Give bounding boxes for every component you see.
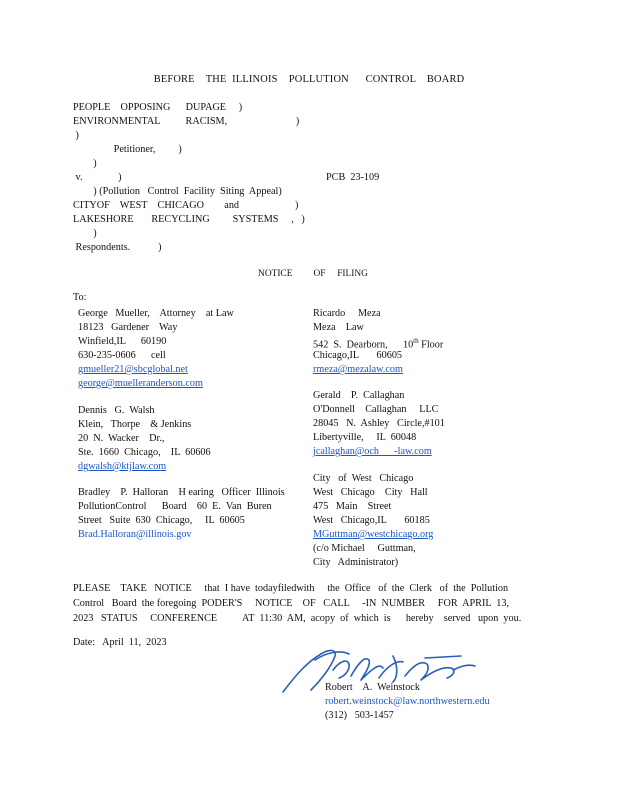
recipient-line: Libertyville, IL 60048 (313, 432, 417, 443)
recipient-line: 630-235-0606 cell (78, 350, 166, 361)
notice-body-line: 2023 STATUS CONFERENCE AT 11:30 AM, acopy of which is hereby served upon you. (73, 613, 522, 624)
document-title: BEFORE THE ILLINOIS POLLUTION CONTROL BOARD (153, 74, 465, 85)
caption-line: Respondents. ) (73, 242, 162, 253)
notice-heading: NOTICE OF FILING (258, 269, 368, 279)
email-link[interactable]: jcallaghan@och -law.com (313, 446, 432, 457)
email-link[interactable]: Brad.Halloran@illinois.gov (78, 529, 192, 540)
recipient-line: Ricardo Meza (313, 308, 381, 319)
email-link[interactable]: gmueller21@sbcglobal.net (78, 364, 188, 375)
recipient-line: Dennis G. Walsh (78, 405, 155, 416)
notice-body-line: PLEASE TAKE NOTICE that I have todayfiledwith the Office of the Clerk of the Pollution (73, 583, 509, 594)
recipient-line: Klein, Thorpe & Jenkins (78, 419, 192, 430)
caption-line: ) (78, 158, 97, 169)
recipient-line: Gerald P. Callaghan (313, 390, 405, 401)
recipient-line: West Chicago City Hall (313, 487, 428, 498)
recipient-line: 20 N. Wacker Dr., (78, 433, 165, 444)
signer-name: Robert A. Weinstock (325, 682, 420, 693)
caption-line: Petitioner, ) (78, 144, 182, 155)
recipient-line: Bradley P. Halloran H earing Officer Illinois (78, 487, 285, 498)
recipient-line: (c/o Michael Guttman, (313, 543, 416, 554)
email-link[interactable]: MGuttman@westchicago.org (313, 529, 434, 540)
signer-email-link[interactable]: robert.weinstock@law.northwestern.edu (325, 696, 490, 707)
recipient-line: Street Suite 630 Chicago, IL 60605 (78, 515, 245, 526)
recipient-line: 18123 Gardener Way (78, 322, 178, 333)
recipient-line: 542 S. Dearborn, 10th Floor (313, 337, 444, 351)
to-label: To: (73, 292, 87, 303)
recipient-line: West Chicago,IL 60185 (313, 515, 430, 526)
caption-line: ) (Pollution Control Facility Siting Appeal) (78, 186, 282, 197)
email-link[interactable]: rmeza@mezalaw.com (313, 364, 403, 375)
caption-line: v. ) (73, 172, 122, 183)
notice-body-line: Control Board the foregoing PODER'S NOTICE OF CALL -IN NUMBER FOR APRIL 13, (73, 598, 510, 609)
caption-line: LAKESHORE RECYCLING SYSTEMS , ) (73, 214, 305, 225)
caption-line: PEOPLE OPPOSING DUPAGE ) (73, 102, 243, 113)
recipient-line: 28045 N. Ashley Circle,#101 (313, 418, 445, 429)
recipient-line: O'Donnell Callaghan LLC (313, 404, 439, 415)
recipient-line: Ste. 1660 Chicago, IL 60606 (78, 447, 211, 458)
email-link[interactable]: dgwalsh@ktjlaw.com (78, 461, 167, 472)
recipient-line: City Administrator) (313, 557, 399, 568)
case-number: PCB 23-109 (326, 172, 380, 183)
recipient-line: George Mueller, Attorney at Law (78, 308, 234, 319)
recipient-line: 475 Main Street (313, 501, 392, 512)
caption-line: ) (78, 228, 97, 239)
caption-line: CITYOF WEST CHICAGO and ) (73, 200, 299, 211)
signer-phone: (312) 503-1457 (325, 710, 394, 721)
caption-line: ENVIRONMENTAL RACISM, ) (73, 116, 300, 127)
recipient-line: PollutionControl Board 60 E. Van Buren (78, 501, 272, 512)
caption-line: ) (73, 130, 79, 141)
recipient-line: Chicago,IL 60605 (313, 350, 403, 361)
recipient-line: Winfield,IL 60190 (78, 336, 167, 347)
recipient-line: City of West Chicago (313, 473, 414, 484)
recipient-line: Meza Law (313, 322, 364, 333)
email-link[interactable]: george@muelleranderson.com (78, 378, 203, 389)
date-line: Date: April 11, 2023 (73, 637, 167, 648)
